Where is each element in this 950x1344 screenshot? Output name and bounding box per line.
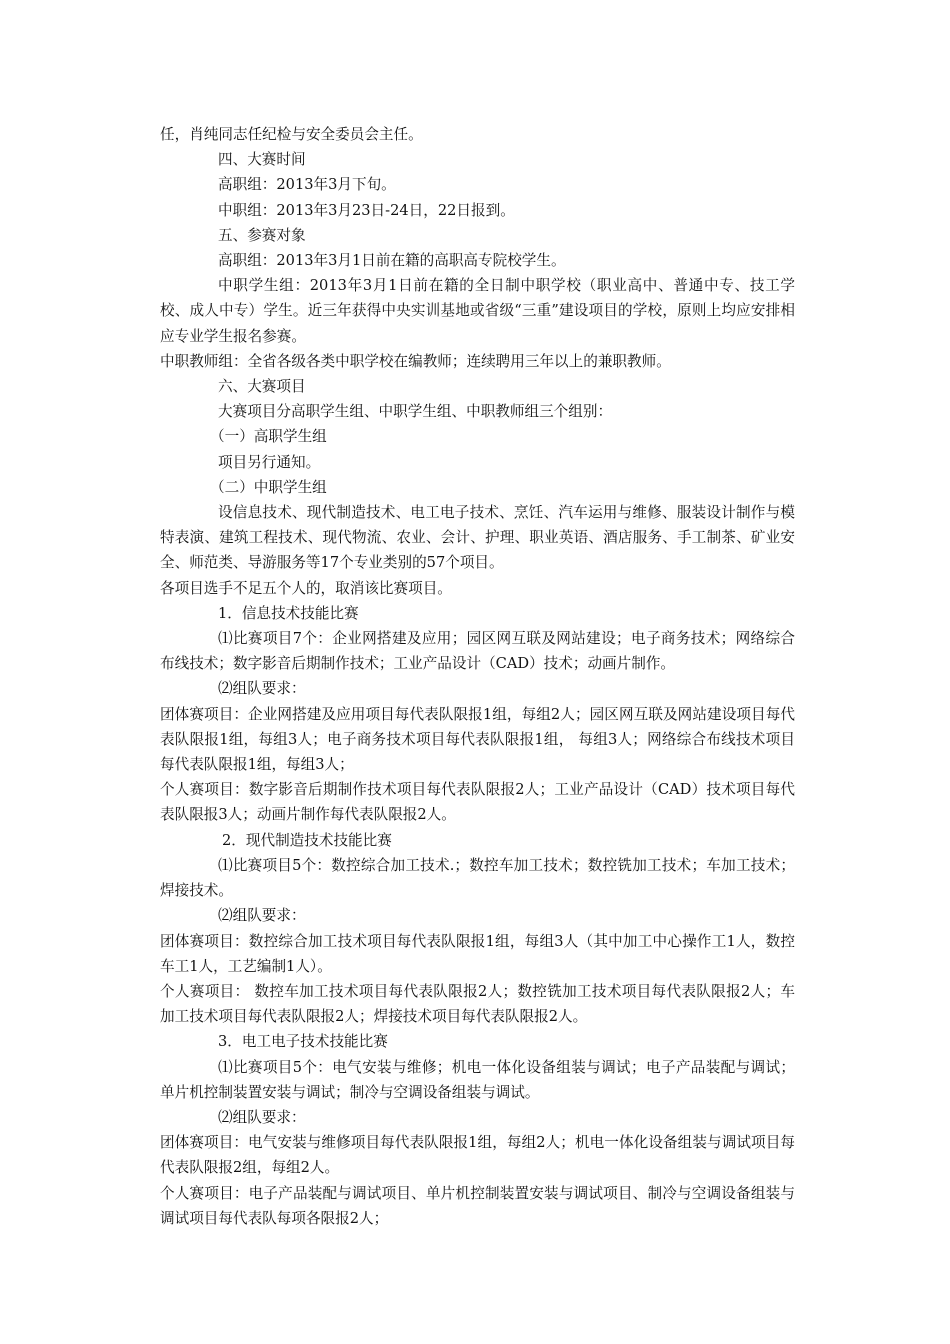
paragraph: 大赛项目分高职学生组、中职学生组、中职教师组三个组别： (218, 403, 613, 421)
subsection-heading: （二）中职学生组 (210, 478, 327, 496)
item-heading: 2．现代制造技术技能比赛 (222, 831, 392, 849)
paragraph: 个人赛项目： 数控车加工技术项目每代表队限报2人；数控铣加工技术项目每代表队限报2人；车加工技术项目每代表队限报2人；焊接技术项目每代表队限报2人。 (160, 982, 795, 1026)
paragraph: 中职组：2013年3月23日-24日，22日报到。 (218, 201, 515, 219)
paragraph: 设信息技术、现代制造技术、电工电子技术、烹饪、汽车运用与维修、服装设计制作与模特表演、建筑工程技术、现代物流、农业、会计、护理、职业英语、酒店服务、手工制茶、矿业安全、师范类、导游服务等17个专业类别的57个项目。 (160, 504, 795, 572)
subsection-heading: （一）高职学生组 (210, 428, 327, 446)
paragraph: 团体赛项目：企业网搭建及应用项目每代表队限报1组，每组2人；园区网互联及网站建设项目每代表队限报1组，每组3人；电子商务技术项目每代表队限报1组， 每组3人；网络综合布线技术项目每代表队限报1组，每组3人； (160, 705, 795, 774)
paragraph: 高职组：2013年3月1日前在籍的高职高专院校学生。 (218, 252, 566, 270)
paragraph: 项目另行通知。 (218, 453, 321, 471)
paragraph: ⑵组队要求： (218, 1108, 306, 1126)
paragraph: ⑴比赛项目5个：数控综合加工技术.；数控车加工技术；数控铣加工技术；车加工技术；焊接技术。 (160, 856, 795, 900)
paragraph: 高职组：2013年3月下旬。 (218, 176, 396, 194)
paragraph: 个人赛项目：数字影音后期制作技术项目每代表队限报2人；工业产品设计（CAD）技术项目每代表队限报3人；动画片制作每代表队限报2人。 (160, 781, 795, 824)
paragraph: 中职学生组：2013年3月1日前在籍的全日制中职学校（职业高中、普通中专、技工学校、成人中专）学生。近三年获得中央实训基地或省级“三重”建设项目的学校，原则上均应安排相应专业学生报名参赛。 (160, 277, 795, 345)
item-heading: 1．信息技术技能比赛 (218, 604, 359, 622)
section-heading: 五、参赛对象 (218, 226, 306, 244)
paragraph: ⑵组队要求： (218, 680, 306, 698)
paragraph: 中职教师组：全省各级各类中职学校在编教师；连续聘用三年以上的兼职教师。 (160, 352, 671, 370)
paragraph: ⑵组队要求： (218, 907, 306, 925)
section-heading: 四、大赛时间 (218, 151, 306, 169)
paragraph: 团体赛项目：数控综合加工技术项目每代表队限报1组，每组3人（其中加工中心操作工1人，数控车工1人，工艺编制1人）。 (160, 932, 795, 975)
paragraph: 个人赛项目：电子产品装配与调试项目、单片机控制装置安装与调试项目、制冷与空调设备组装与调试项目每代表队每项各限报2人； (160, 1184, 795, 1227)
paragraph: 各项目选手不足五个人的，取消该比赛项目。 (160, 579, 452, 597)
paragraph: 任，肖纯同志任纪检与安全委员会主任。 (160, 126, 423, 143)
paragraph: 团体赛项目：电气安装与维修项目每代表队限报1组，每组2人；机电一体化设备组装与调试项目每代表队限报2组，每组2人。 (160, 1134, 795, 1177)
section-heading: 六、大赛项目 (218, 378, 306, 396)
paragraph: ⑴比赛项目5个：电气安装与维修；机电一体化设备组装与调试；电子产品装配与调试；单片机控制装置安装与调试；制冷与空调设备组装与调试。 (160, 1058, 795, 1101)
paragraph: ⑴比赛项目7个：企业网搭建及应用；园区网互联及网站建设；电子商务技术；网络综合布线技术；数字影音后期制作技术；工业产品设计（CAD）技术；动画片制作。 (160, 630, 795, 673)
item-heading: 3．电工电子技术技能比赛 (218, 1033, 388, 1051)
document-page (160, 122, 795, 1231)
